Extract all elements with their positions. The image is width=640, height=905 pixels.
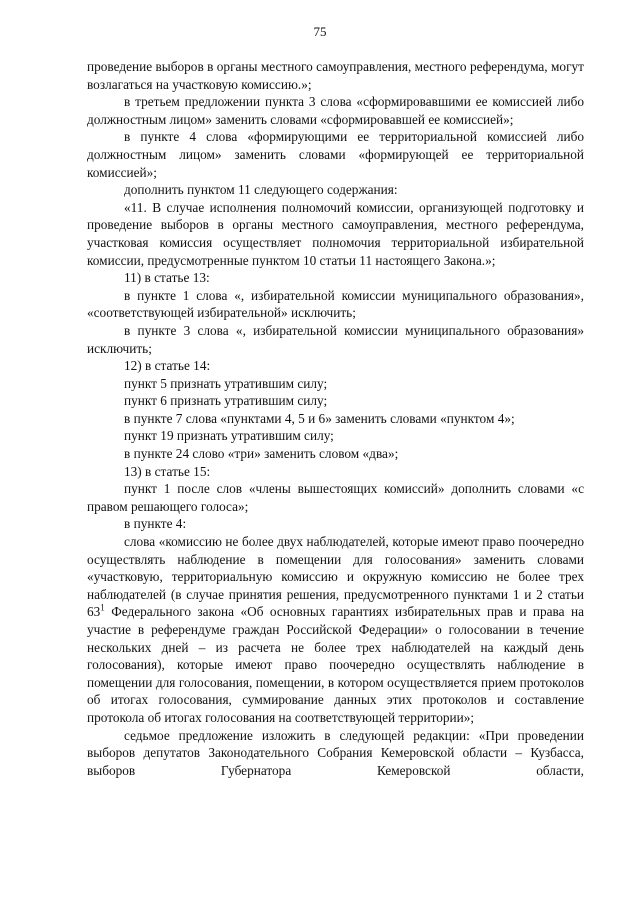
paragraph: в пункте 7 слова «пунктами 4, 5 и 6» заменить словами «пунктом 4»; (124, 410, 515, 426)
paragraph: 13) в статье 15: (124, 463, 211, 479)
paragraph: 11) в статье 13: (124, 270, 210, 286)
page-number: 75 (313, 24, 327, 39)
paragraph: в пункте 1 слова «, избирательной комиссии муниципального образования», «соответствующей избирательной» исключить; (87, 287, 584, 321)
paragraph: в пункте 4: (124, 516, 187, 532)
paragraph-text: слова «комиссию не более двух наблюдателей, которые имеют право поочередно осуществлять наблюдение в помещении для голосования» заменить словами «участковую, территориальную комиссию и окружную комиссию не более трех наблюдателей (в случае принятия решения, предусмотренного пунктами 1 и 2 статьи 63 (87, 534, 584, 620)
paragraph: в пункте 24 слово «три» заменить словом «два»; (124, 446, 399, 462)
paragraph: пункт 19 признать утратившим силу; (124, 428, 334, 444)
paragraph-text: Федерального закона «Об основных гарантиях избирательных прав и права на участие в референдуме граждан Российской Федерации» о голосовании в течение нескольких дней – из расчета не более трех наблюдателей на каждый день голосования), которые имеют право поочередно осуществлять наблюдение в помещении для голосования, помещении, в котором осуществляется прием протоколов об итогах голосования, суммирование данных этих протоколов и составление протокола об итогах голосования на соответствующей территории»; (87, 604, 584, 725)
superscript: 1 (100, 602, 105, 613)
paragraph: 12) в статье 14: (124, 358, 211, 374)
document-body (87, 58, 584, 779)
paragraph: пункт 5 признать утратившим силу; (124, 375, 328, 391)
paragraph: «11. В случае исполнения полномочий комиссии, организующей подготовку и проведение выборов в органы местного самоуправления, местного референдума, участковая комиссия осуществляет полномочия территориальной избирательной комиссии, предусмотренные пунктом 10 статьи 11 настоящего Закона.»; (87, 199, 584, 268)
paragraph: пункт 1 после слов «члены вышестоящих комиссий» дополнить словами «с правом решающего голоса»; (87, 481, 584, 514)
paragraph: седьмое предложение изложить в следующей редакции: «При проведении выборов депутатов Законодательного Собрания Кемеровской области – Кузбасса, выборов Губернатора Кемеровской области, (87, 727, 584, 778)
paragraph: проведение выборов в органы местного самоуправления, местного референдума, могут возлагаться на участковую комиссию.»; (87, 59, 584, 92)
paragraph: в пункте 4 слова «формирующими ее территориальной комиссией либо должностным лицом» заменить словами «формирующей ее территориальной комиссией»; (87, 129, 584, 180)
paragraph (87, 533, 584, 727)
paragraph: дополнить пунктом 11 следующего содержания: (124, 182, 398, 198)
paragraph: в третьем предложении пункта 3 слова «сформировавшими ее комиссией либо должностным лицом» заменить словами «сформировавшей ее комиссией»; (87, 94, 584, 127)
paragraph: в пункте 3 слова «, избирательной комиссии муниципального образования» исключить; (87, 322, 584, 356)
paragraph: пункт 6 признать утратившим силу; (124, 393, 328, 409)
